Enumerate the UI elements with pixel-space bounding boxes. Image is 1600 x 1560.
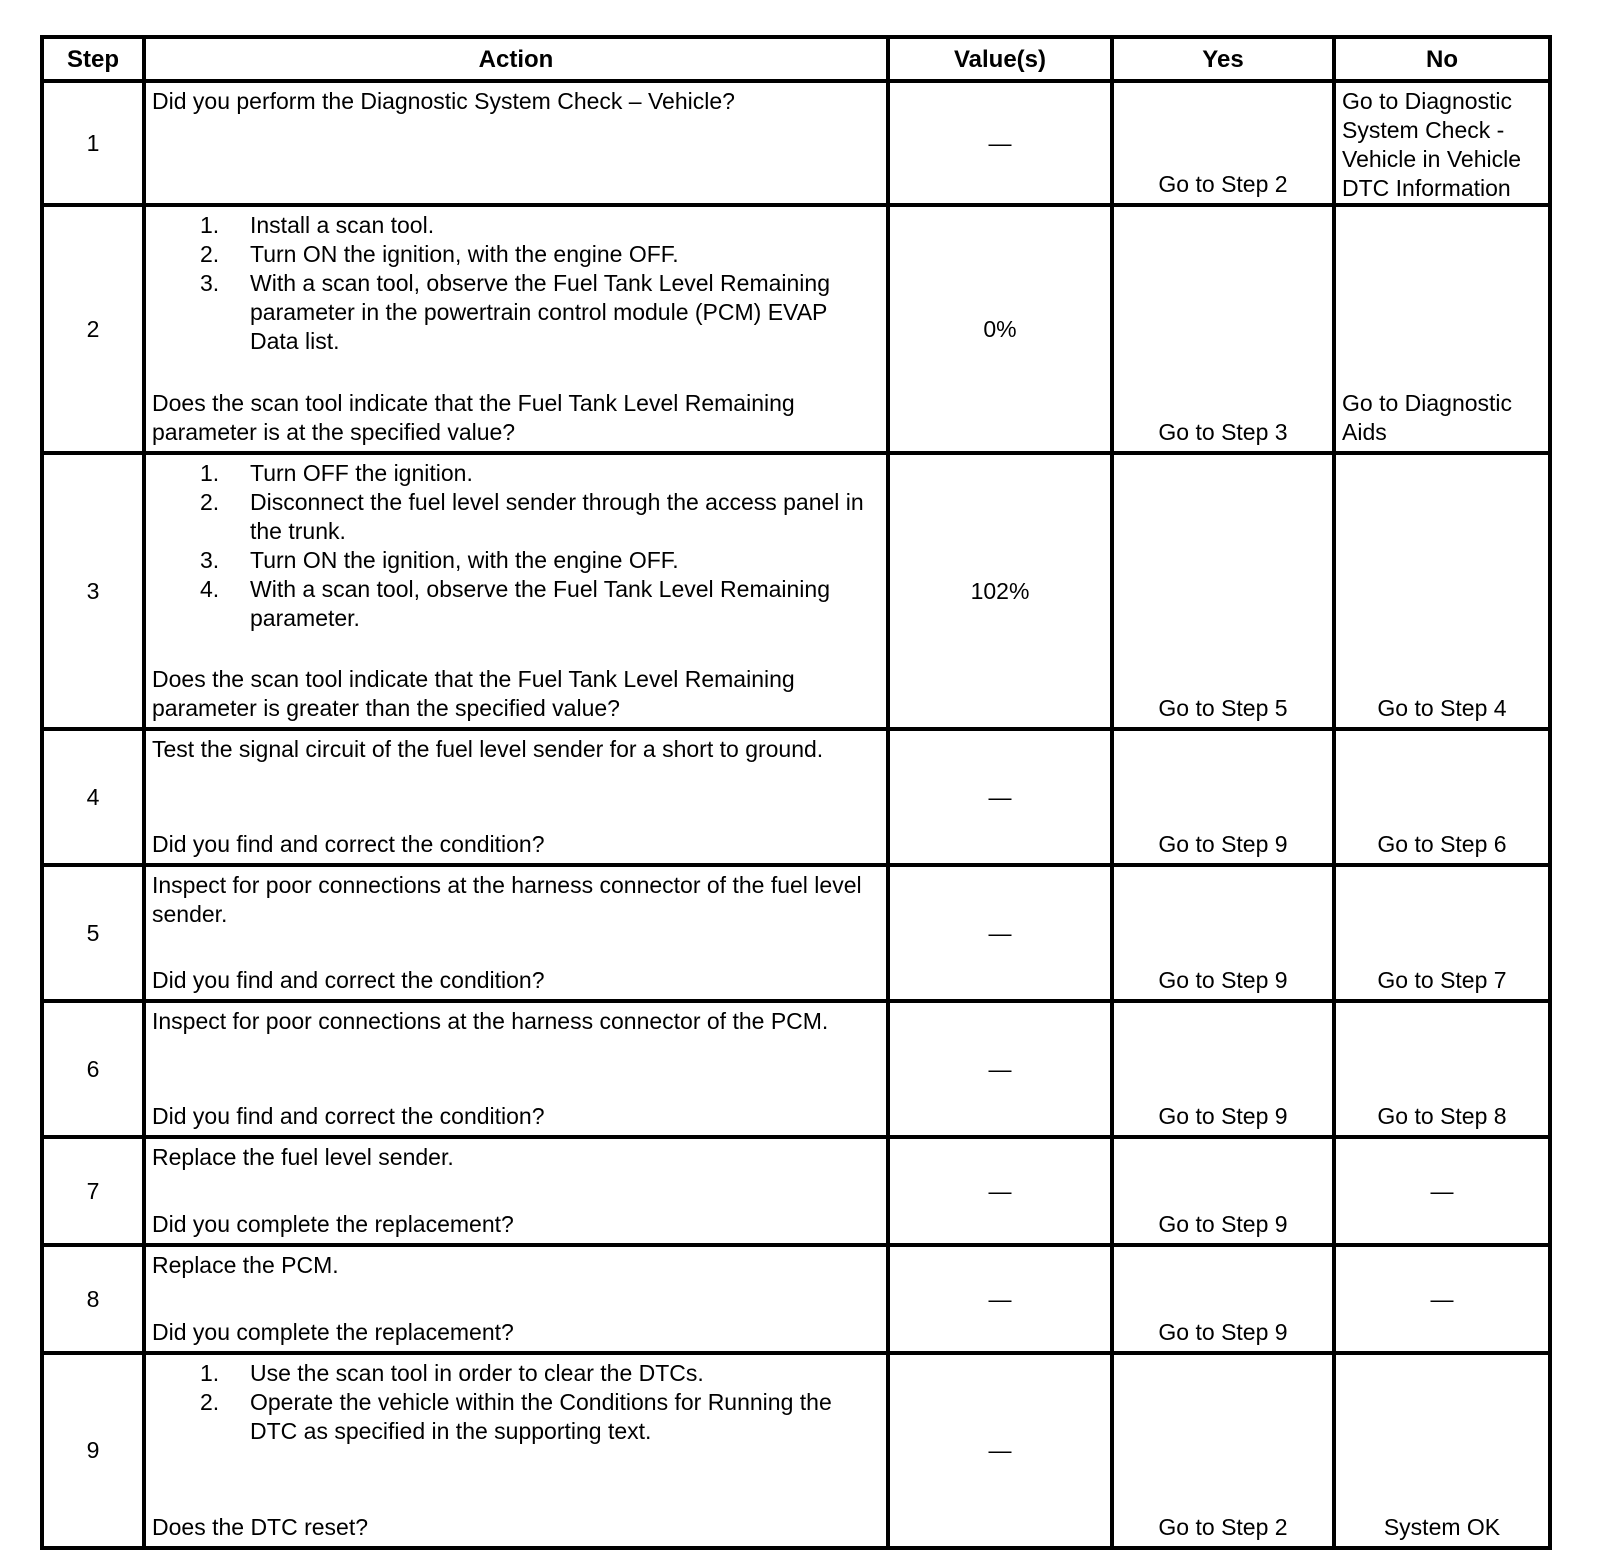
- list-item: 2. Disconnect the fuel level sender through the access panel in the trunk.: [200, 489, 864, 544]
- action-question: Did you complete the replacement?: [152, 1319, 514, 1345]
- header-values: Value(s): [886, 39, 1110, 79]
- list-item: 2. Turn ON the ignition, with the engine OFF.: [200, 241, 679, 267]
- no-cell: Go to Step 8: [1332, 1003, 1548, 1135]
- diagnostic-table: [40, 35, 1552, 1550]
- yes-cell: Go to Step 9: [1110, 1139, 1332, 1243]
- value-cell: —: [886, 1139, 1110, 1243]
- action-cell: [142, 455, 886, 727]
- table-row: [44, 1135, 1548, 1243]
- list-item: 2. Operate the vehicle within the Conditions for Running the DTC as specified in the supporting text.: [200, 1389, 832, 1444]
- yes-cell: Go to Step 9: [1110, 1003, 1332, 1135]
- no-cell: Go to Step 6: [1332, 731, 1548, 863]
- action-list: [152, 211, 880, 356]
- header-row: [44, 39, 1548, 79]
- table-row: [44, 1351, 1548, 1546]
- yes-cell: Go to Step 9: [1110, 1247, 1332, 1351]
- value-cell: —: [886, 731, 1110, 863]
- action-question: Did you perform the Diagnostic System Check – Vehicle?: [152, 88, 735, 114]
- table-row: [44, 727, 1548, 863]
- action-question: Did you find and correct the condition?: [152, 1103, 545, 1129]
- step-number: 1: [86, 129, 100, 156]
- step-number: 9: [86, 1437, 100, 1463]
- list-item: 4. With a scan tool, observe the Fuel Tank Level Remaining parameter.: [200, 576, 830, 631]
- action-list: [152, 459, 880, 633]
- action-question: Did you find and correct the condition?: [152, 967, 545, 993]
- action-text: Replace the fuel level sender.: [152, 1144, 454, 1170]
- action-text: Test the signal circuit of the fuel level sender for a short to ground.: [152, 736, 824, 762]
- header-no: No: [1332, 39, 1548, 79]
- step-number: 4: [86, 783, 100, 810]
- yes-cell: Go to Step 9: [1110, 731, 1332, 863]
- action-text: Replace the PCM.: [152, 1252, 339, 1278]
- no-cell: Go to Step 4: [1332, 455, 1548, 727]
- action-question: Did you find and correct the condition?: [152, 831, 545, 857]
- action-cell: [142, 731, 886, 863]
- value-cell: 0%: [886, 207, 1110, 451]
- yes-cell: Go to Step 3: [1110, 207, 1332, 451]
- action-cell: [142, 867, 886, 999]
- no-cell: —: [1332, 1139, 1548, 1243]
- action-list: [152, 1359, 880, 1446]
- header-yes: Yes: [1110, 39, 1332, 79]
- no-text: Go to Diagnostic Aids: [1342, 390, 1513, 445]
- action-question: Did you complete the replacement?: [152, 1211, 514, 1237]
- header-action: Action: [142, 39, 886, 79]
- no-cell: —: [1332, 1247, 1548, 1351]
- step-number: 2: [86, 315, 100, 342]
- action-question: Does the scan tool indicate that the Fuel Tank Level Remaining parameter is greater than the specified value?: [152, 666, 795, 721]
- list-item: 3. Turn ON the ignition, with the engine OFF.: [200, 547, 679, 573]
- action-text: Inspect for poor connections at the harness connector of the fuel level sender.: [152, 872, 862, 927]
- list-item: 1. Turn OFF the ignition.: [200, 460, 473, 486]
- action-cell: [142, 1003, 886, 1135]
- list-item: 1. Install a scan tool.: [200, 212, 435, 238]
- no-cell: Go to Diagnostic System Check - Vehicle in Vehicle DTC Information: [1332, 83, 1548, 203]
- yes-cell: Go to Step 5: [1110, 455, 1332, 727]
- table-row: [44, 451, 1548, 727]
- action-cell: [142, 1355, 886, 1546]
- action-question: Does the DTC reset?: [152, 1514, 369, 1540]
- list-item: 1. Use the scan tool in order to clear the DTCs.: [200, 1360, 704, 1386]
- step-number: 5: [86, 919, 100, 946]
- table-row: [44, 1243, 1548, 1351]
- value-cell: —: [886, 83, 1110, 203]
- action-cell: [142, 1247, 886, 1351]
- table-row: [44, 863, 1548, 999]
- action-text: Inspect for poor connections at the harness connector of the PCM.: [152, 1008, 829, 1034]
- yes-cell: Go to Step 9: [1110, 867, 1332, 999]
- table-row: [44, 999, 1548, 1135]
- no-cell: [1332, 207, 1548, 451]
- step-number: 8: [86, 1285, 100, 1312]
- no-cell: Go to Step 7: [1332, 867, 1548, 999]
- yes-cell: Go to Step 2: [1110, 83, 1332, 203]
- step-number: 6: [86, 1055, 100, 1082]
- table-row: [44, 79, 1548, 203]
- action-cell: [142, 207, 886, 451]
- table-row: [44, 203, 1548, 451]
- no-cell: System OK: [1332, 1355, 1548, 1546]
- value-cell: —: [886, 1247, 1110, 1351]
- action-question: Does the scan tool indicate that the Fuel Tank Level Remaining parameter is at the specified value?: [152, 390, 795, 445]
- action-cell: [142, 1139, 886, 1243]
- value-cell: —: [886, 1355, 1110, 1546]
- value-cell: —: [886, 867, 1110, 999]
- value-cell: —: [886, 1003, 1110, 1135]
- step-number: 7: [86, 1177, 100, 1204]
- step-number: 3: [86, 577, 100, 604]
- list-item: 3. With a scan tool, observe the Fuel Tank Level Remaining parameter in the powertrain control module (PCM) EVAP Data list.: [200, 270, 830, 354]
- header-step: Step: [66, 45, 119, 73]
- yes-cell: Go to Step 2: [1110, 1355, 1332, 1546]
- value-cell: 102%: [886, 455, 1110, 727]
- action-cell: [142, 83, 886, 203]
